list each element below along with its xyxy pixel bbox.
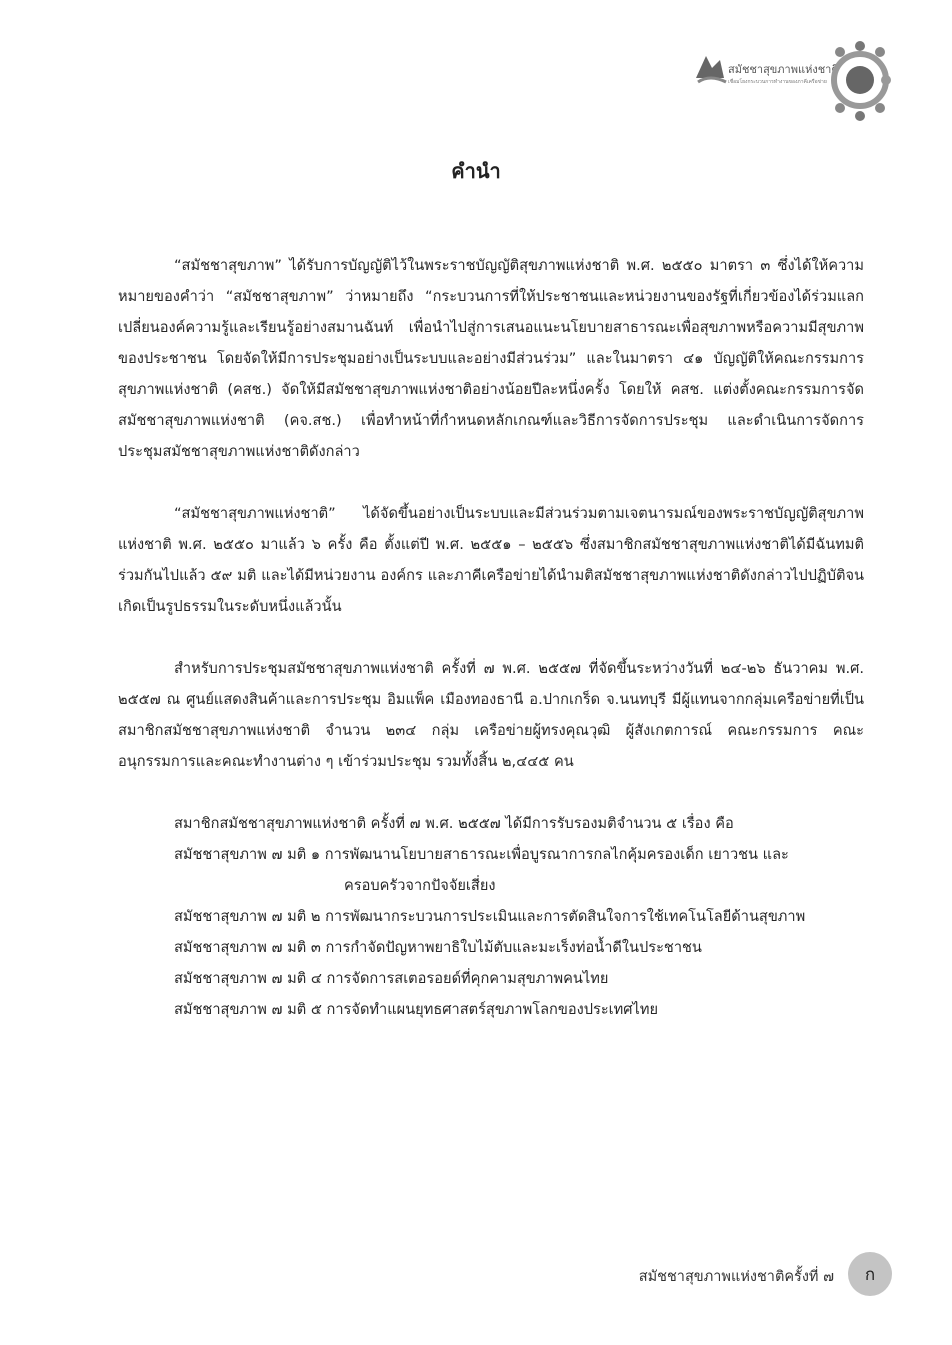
logo-title: สมัชชาสุขภาพแห่งชาติ (728, 63, 839, 76)
resolution-5: สมัชชาสุขภาพ ๗ มติ ๕ การจัดทำแผนยุทธศาสตร์สุขภาพโลกของประเทศไทย (174, 1001, 659, 1018)
paragraph-3 (118, 653, 864, 777)
resolutions-intro: สมาชิกสมัชชาสุขภาพแห่งชาติ ครั้งที่ ๗ พ.ศ. ๒๕๕๗ ได้มีการรับรองมติจำนวน ๕ เรื่อง คือ (174, 815, 734, 832)
paragraph-1 (118, 250, 864, 467)
resolution-1-continued: ครอบครัวจากปัจจัยเสี่ยง (344, 877, 496, 894)
logo-hand-icon (692, 48, 728, 88)
resolutions-list (174, 808, 864, 1025)
paragraph-2 (118, 498, 864, 622)
page-title: คำนำ (451, 159, 501, 183)
paragraph-2-text: “สมัชชาสุขภาพแห่งชาติ” ได้จัดขึ้นอย่างเป็นระบบและมีส่วนร่วมตามเจตนารมณ์ของพระราชบัญญัติสุขภาพแห่งชาติ พ.ศ. ๒๕๕๐ มาแล้ว ๖ ครั้ง คือ ตั้งแต่ปี พ.ศ. ๒๕๕๑ – ๒๕๕๖ ซึ่งสมาชิกสมัชชาสุขภาพแห่งชาติได้มีฉันทมติร่วมกันไปแล้ว ๕๙ มติ และได้มีหน่วยงาน องค์กร และภาคีเครือข่ายได้นำมติสมัชชาสุขภาพแห่งชาติดังกล่าวไปปฏิบัติจนเกิดเป็นรูปธรรมในระดับหนึ่งแล้วนั้น (118, 505, 864, 615)
paragraph-3-text: สำหรับการประชุมสมัชชาสุขภาพแห่งชาติ ครั้งที่ ๗ พ.ศ. ๒๕๕๗ ที่จัดขึ้นระหว่างวันที่ ๒๔-๒๖ ธันวาคม พ.ศ. ๒๕๕๗ ณ ศูนย์แสดงสินค้าและการประชุม อิมแพ็ค เมืองทองธานี อ.ปากเกร็ด จ.นนทบุรี มีผู้แทนจากกลุ่มเครือข่ายที่เป็นสมาชิกสมัชชาสุขภาพแห่งชาติ จำนวน ๒๓๔ กลุ่ม เครือข่ายผู้ทรงคุณวุฒิ ผู้สังเกตการณ์ คณะกรรมการ คณะอนุกรรมการและคณะทำงานต่าง ๆ เข้าร่วมประชุม รวมทั้งสิ้น ๒,๔๔๕ คน (118, 660, 864, 770)
footer-title: สมัชชาสุขภาพแห่งชาติครั้งที่ ๗ (638, 1269, 834, 1285)
logo-people-circle-icon (828, 38, 892, 122)
resolution-4: สมัชชาสุขภาพ ๗ มติ ๔ การจัดการสเตอรอยด์ที่คุกคามสุขภาพคนไทย (174, 970, 609, 987)
body-content (118, 250, 864, 1025)
logo-subtitle: เชื่อมโยงกระบวนการทำงานของภาคีเครือข่าย (728, 79, 827, 85)
resolution-2: สมัชชาสุขภาพ ๗ มติ ๒ การพัฒนากระบวนการประเมินและการตัดสินใจการใช้เทคโนโลยีด้านสุขภาพ (174, 908, 806, 925)
paragraph-1-text: “สมัชชาสุขภาพ” ได้รับการบัญญัติไว้ในพระราชบัญญัติสุขภาพแห่งชาติ พ.ศ. ๒๕๕๐ มาตรา ๓ ซึ่งได้ให้ความหมายของคำว่า “สมัชชาสุขภาพ” ว่าหมายถึง “กระบวนการที่ให้ประชาชนและหน่วยงานของรัฐที่เกี่ยวข้องได้ร่วมแลกเปลี่ยนองค์ความรู้และเรียนรู้อย่างสมานฉันท์ เพื่อนำไปสู่การเสนอแนะนโยบายสาธารณะเพื่อสุขภาพหรือความมีสุขภาพของประชาชน โดยจัดให้มีการประชุมอย่างเป็นระบบและอย่างมีส่วนร่วม” และในมาตรา ๔๑ บัญญัติให้คณะกรรมการสุขภาพแห่งชาติ (คสช.) จัดให้มีสมัชชาสุขภาพแห่งชาติอย่างน้อยปีละหนึ่งครั้ง โดยให้ คสช. แต่งตั้งคณะกรรมการจัดสมัชชาสุขภาพแห่งชาติ (คจ.สช.) เพื่อทำหน้าที่กำหนดหลักเกณฑ์และวิธีการจัดการประชุม และดำเนินการจัดการประชุมสมัชชาสุขภาพแห่งชาติดังกล่าว (118, 257, 864, 460)
resolution-1: สมัชชาสุขภาพ ๗ มติ ๑ การพัฒนานโยบายสาธารณะเพื่อบูรณาการกลไกคุ้มครองเด็ก เยาวชน และ (174, 846, 789, 863)
resolution-3: สมัชชาสุขภาพ ๗ มติ ๓ การกำจัดปัญหาพยาธิใบไม้ตับและมะเร็งท่อน้ำดีในประชาชน (174, 939, 702, 956)
page-number-badge: ก (848, 1252, 892, 1296)
header-logo (692, 38, 892, 122)
